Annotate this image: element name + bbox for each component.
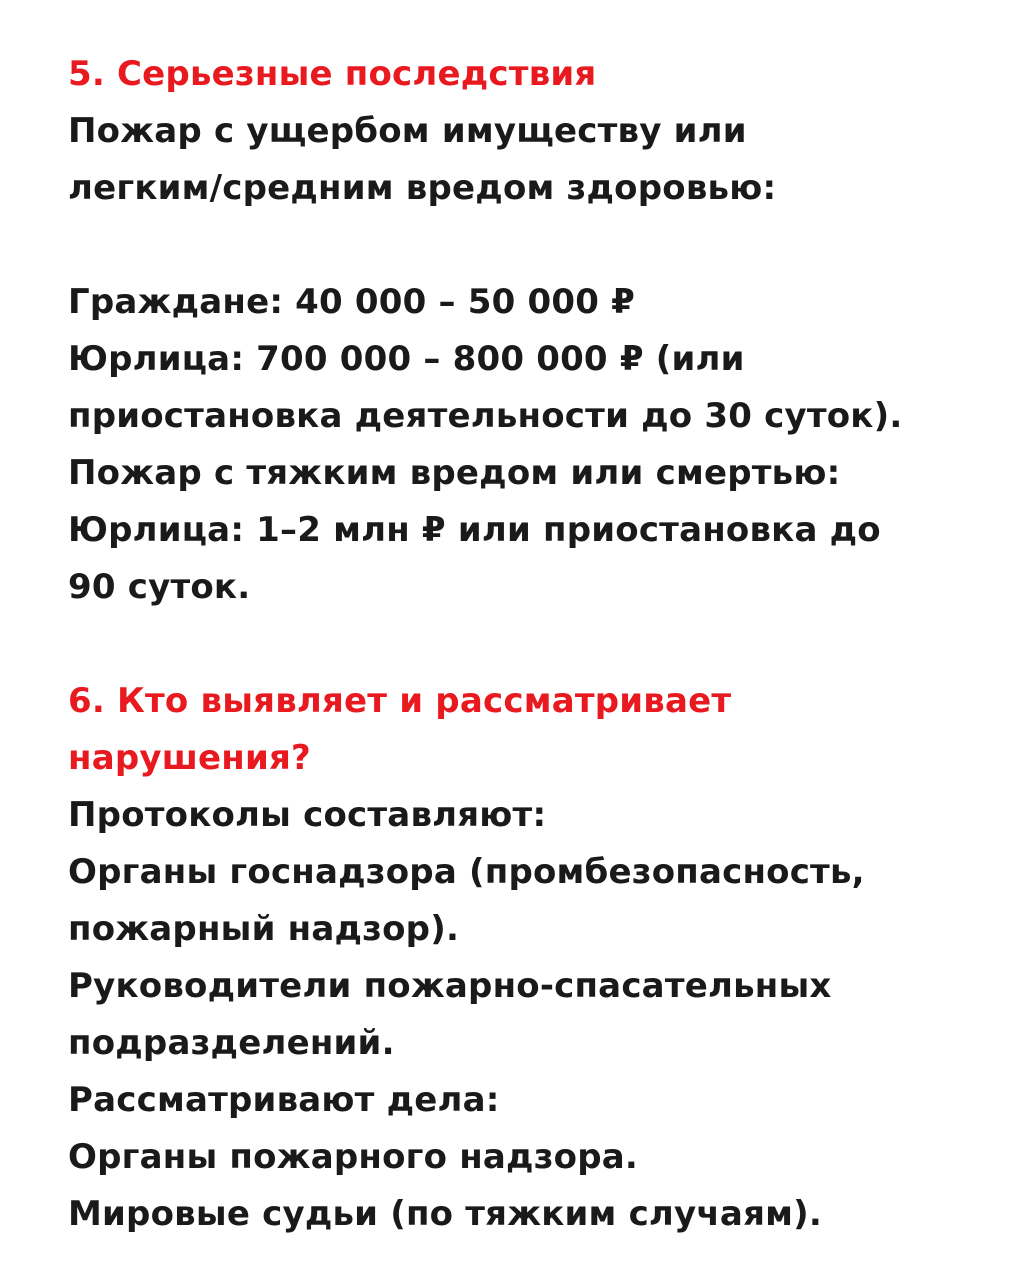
fine-citizens: Граждане: 40 000 – 50 000 ₽ [68,282,635,322]
fine-severe-legal-entities: Юрлица: 1–2 млн ₽ или приостановка до [68,510,881,550]
section-5 [68,46,998,616]
cases-item-2: Мировые судьи (по тяжким случаям). [68,1194,822,1234]
document-body [68,46,998,1243]
protocols-item-2: Руководители пожарно-спасательных [68,966,832,1006]
cases-item-1: Органы пожарного надзора. [68,1137,639,1177]
protocols-item-2-cont: подразделений. [68,1023,395,1063]
cases-label: Рассматривают дела: [68,1080,500,1120]
section-6-title-line-1: 6. Кто выявляет и рассматривает [68,681,732,721]
fine-legal-entities-cont: приостановка деятельности до 30 суток). [68,396,903,436]
section-5-line-1: Пожар с ущербом имуществу или [68,111,747,151]
section-5-line-2: легким/средним вредом здоровью: [68,168,777,208]
fine-legal-entities: Юрлица: 700 000 – 800 000 ₽ (или [68,339,745,379]
fine-severe-legal-entities-cont: 90 суток. [68,567,251,607]
spacer [68,616,998,673]
protocols-label: Протоколы составляют: [68,795,547,835]
fire-severe-harm: Пожар с тяжким вредом или смертью: [68,453,841,493]
section-6-title-line-2: нарушения? [68,738,311,778]
protocols-item-1-cont: пожарный надзор). [68,909,460,949]
section-6 [68,673,998,1243]
section-5-title: 5. Серьезные последствия [68,54,597,94]
spacer [68,217,998,274]
protocols-item-1: Органы госнадзора (промбезопасность, [68,852,865,892]
